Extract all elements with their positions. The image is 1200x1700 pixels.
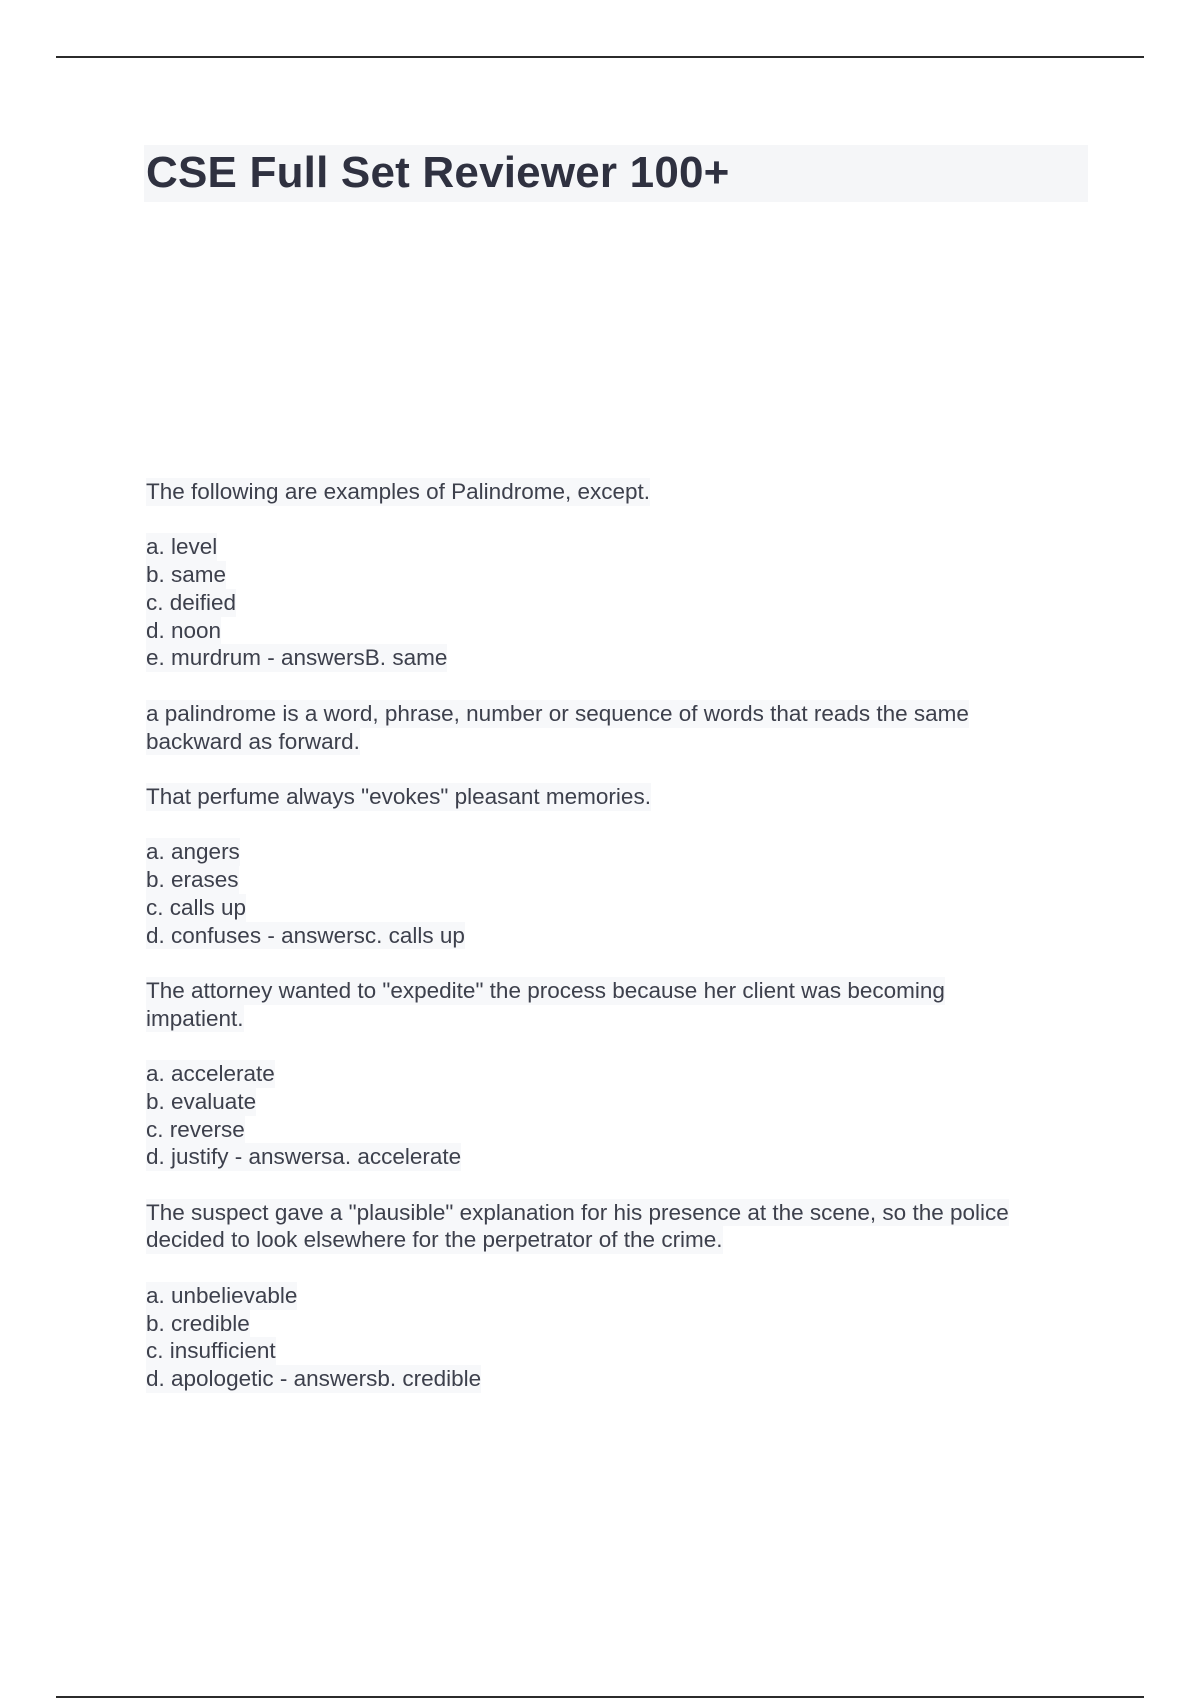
option-list [146, 1282, 1086, 1393]
explanation-line: a palindrome is a word, phrase, number or sequence of words that reads the same [146, 700, 969, 726]
option-list [146, 1060, 1086, 1171]
question-text [146, 478, 1086, 506]
option-item: a. unbelievable [146, 1282, 298, 1308]
option-item-answer: d. apologetic - answersb. credible [146, 1366, 482, 1392]
option-item: a. angers [146, 839, 240, 865]
question-line: decided to look elsewhere for the perpetrator of the crime. [146, 1227, 723, 1253]
question-line: The following are examples of Palindrome, except. [146, 479, 651, 504]
option-item: a. level [146, 534, 218, 560]
option-item: c. reverse [146, 1116, 245, 1142]
explanation-text [146, 700, 1086, 756]
question-line: That perfume always "evokes" pleasant memories. [146, 783, 651, 809]
question-text [146, 783, 1086, 811]
option-item: d. noon [146, 617, 222, 643]
option-item-answer: d. confuses - answersc. calls up [146, 922, 465, 948]
option-list [146, 533, 1086, 672]
question-text [146, 977, 1086, 1033]
top-rule [56, 56, 1144, 58]
option-item: c. insufficient [146, 1338, 276, 1364]
question-line: The attorney wanted to "expedite" the process because her client was becoming [146, 977, 945, 1003]
option-item: b. same [146, 562, 227, 588]
question-line: The suspect gave a "plausible" explanation for his presence at the scene, so the police [146, 1199, 1009, 1225]
option-item-answer: d. justify - answersa. accelerate [146, 1144, 462, 1170]
option-item: b. credible [146, 1310, 250, 1336]
option-item: c. deified [146, 589, 237, 615]
option-item-answer: e. murdrum - answersB. same [146, 645, 448, 671]
option-item: c. calls up [146, 894, 247, 920]
explanation-line: backward as forward. [146, 728, 360, 754]
page-title: CSE Full Set Reviewer 100+ [146, 148, 730, 197]
question-text [146, 1199, 1086, 1255]
option-item: b. erases [146, 866, 239, 892]
option-item: a. accelerate [146, 1060, 275, 1086]
document-body [146, 478, 1086, 1420]
question-line: impatient. [146, 1005, 244, 1031]
bottom-rule [56, 1696, 1144, 1698]
option-list [146, 838, 1086, 949]
option-item: b. evaluate [146, 1088, 257, 1114]
